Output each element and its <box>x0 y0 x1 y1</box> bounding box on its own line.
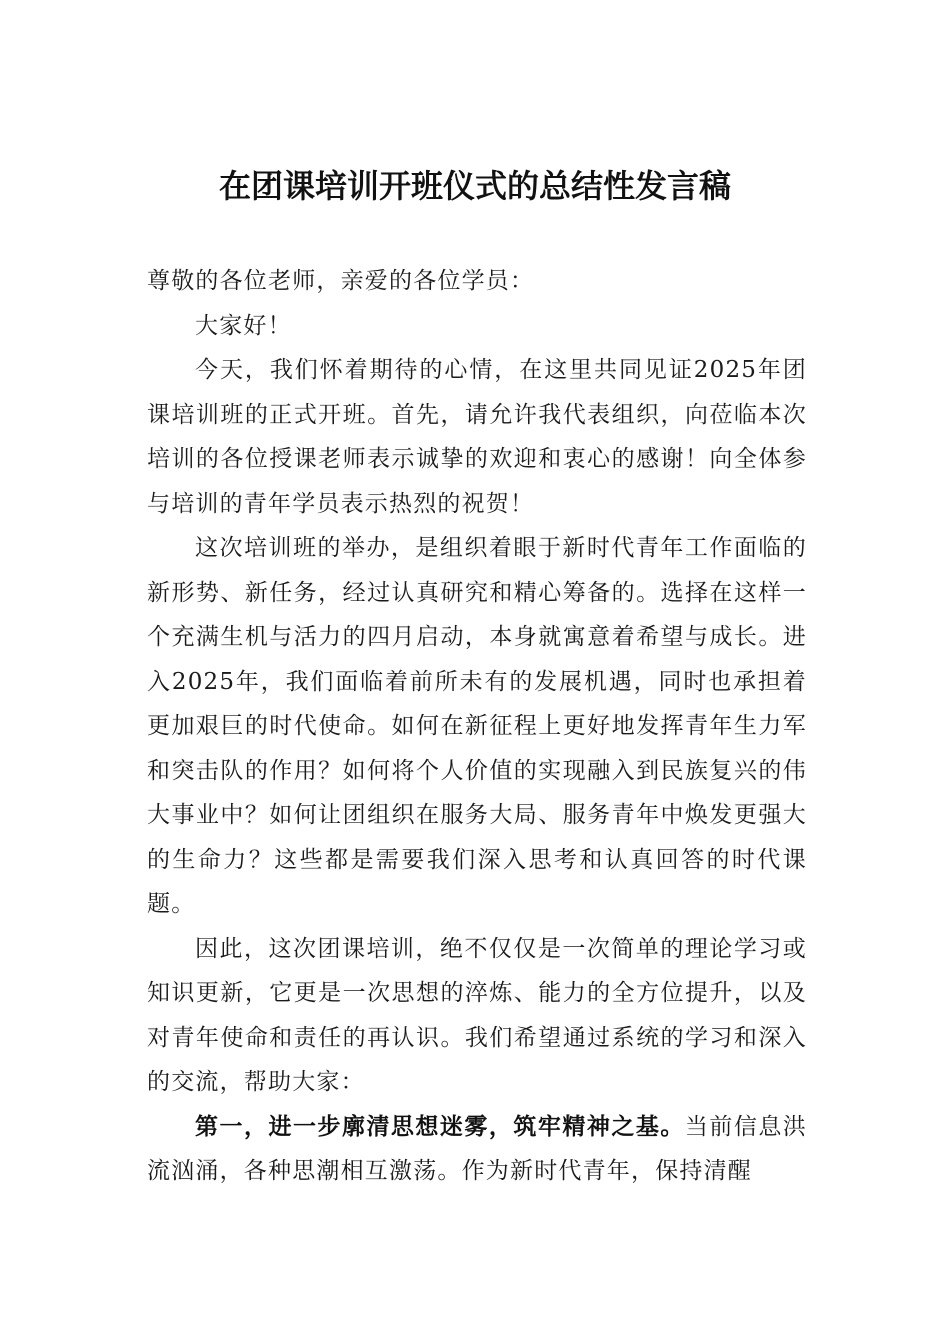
paragraph-point-one <box>147 1105 807 1194</box>
document-body <box>147 259 807 1194</box>
salutation: 尊敬的各位老师，亲爱的各位学员： <box>147 268 535 294</box>
paragraph-opening: 今天，我们怀着期待的心情，在这里共同见证2025年团课培训班的正式开班。首先，请允许我代表组织，向莅临本次培训的各位授课老师表示诚挚的欢迎和衷心的感谢！向全体参与培训的青年学员表示热烈的祝贺！ <box>147 357 807 517</box>
paragraph-purpose: 因此，这次团课培训，绝不仅仅是一次简单的理论学习或知识更新，它更是一次思想的淬炼、能力的全方位提升，以及对青年使命和责任的再认识。我们希望通过系统的学习和深入的交流，帮助大家： <box>147 935 807 1095</box>
point-one-heading: 第一，进一步廓清思想迷雾，筑牢精神之基。 <box>195 1113 685 1140</box>
point-one-text: 当前信息洪流汹涌，各种思潮相互激荡。作为新时代青年，保持清醒 <box>147 1113 808 1184</box>
greeting: 大家好！ <box>195 312 292 339</box>
paragraph-background: 这次培训班的举办，是组织着眼于新时代青年工作面临的新形势、新任务，经过认真研究和精心筹备的。选择在这样一个充满生机与活力的四月启动，本身就寓意着希望与成长。进入2025年，我们面临着前所未有的发展机遇，同时也承担着更加艰巨的时代使命。如何在新征程上更好地发挥青年生力军和突击队的作用？如何将个人价值的实现融入到民族复兴的伟大事业中？如何让团组织在服务大局、服务青年中焕发更强大的生命力？这些都是需要我们深入思考和认真回答的时代课题。 <box>147 535 807 917</box>
document-title: 在团课培训开班仪式的总结性发言稿 <box>218 167 731 205</box>
